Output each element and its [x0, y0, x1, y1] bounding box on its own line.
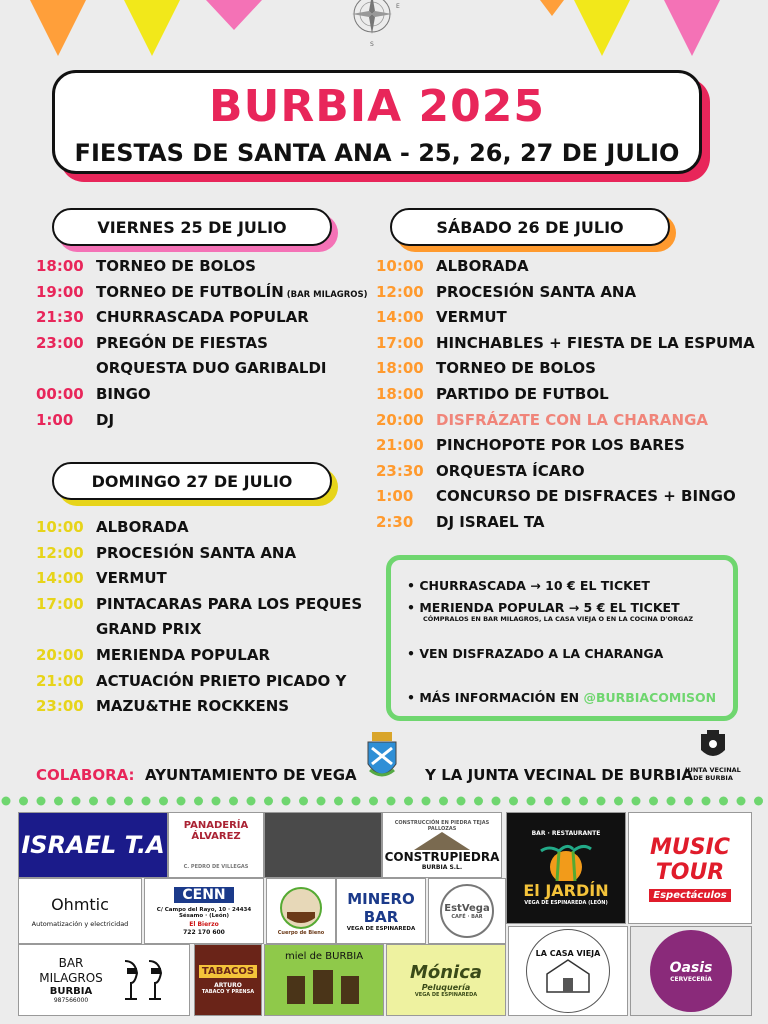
- divider-dot: [562, 797, 571, 806]
- title-box: [52, 70, 702, 174]
- schedule-item: [376, 257, 756, 283]
- junta-label: JUNTA VECINAL DE BURBIA: [685, 766, 741, 782]
- schedule-item: [376, 436, 756, 462]
- schedule-time: 21:00: [376, 436, 424, 455]
- compass-icon: [340, 0, 404, 50]
- schedule-item: [36, 595, 376, 621]
- compass-letter-e: E: [396, 3, 400, 10]
- sponsor-construpiedra-sub: BURBIA S.L.: [421, 863, 463, 871]
- schedule-item: [376, 411, 756, 437]
- schedule-time: 14:00: [376, 308, 424, 327]
- divider-dot: [247, 797, 256, 806]
- schedule-event: PROCESIÓN SANTA ANA: [96, 543, 297, 562]
- schedule-item: [36, 283, 376, 309]
- info-merienda-note: CÓMPRALOS EN BAR MILAGROS, LA CASA VIEJA O EN LA COCINA D'ORGAZ: [423, 615, 694, 623]
- sponsor-oasis-sub: CERVECERÍA: [670, 975, 712, 983]
- sponsor-minero-bar: [336, 878, 426, 944]
- schedule-time: 21:30: [36, 308, 84, 327]
- schedule-item: [36, 359, 376, 385]
- schedule-event: ORQUESTA ÍCARO: [436, 461, 585, 480]
- bunting-flag: [206, 0, 262, 30]
- divider-dot: [194, 797, 203, 806]
- divider-dot: [72, 797, 81, 806]
- sponsor-cenn-name: CENN: [174, 887, 233, 903]
- sponsor-ohmtic-sub: Automatización y electricidad: [31, 919, 129, 928]
- junta-vecinal-logo: [682, 728, 744, 790]
- info-merienda: • MERIENDA POPULAR → 5 € EL TICKET: [407, 600, 680, 615]
- schedule-event: CONCURSO DE DISFRACES + BINGO: [436, 487, 736, 506]
- divider-dot: [37, 797, 46, 806]
- info-churrascada: • CHURRASCADA → 10 € EL TICKET: [407, 578, 650, 593]
- junta-shield-icon: [693, 728, 733, 764]
- schedule-time: 1:00: [376, 487, 414, 506]
- sponsor-israel-ta-name: ISRAEL T.A: [21, 831, 165, 859]
- schedule-event: TORNEO DE BOLOS: [96, 257, 256, 275]
- sponsor-music-tour: [628, 812, 752, 924]
- schedule-event: DJ ISRAEL TA: [436, 512, 545, 531]
- schedule-event: MAZU&THE ROCKKENS: [96, 697, 290, 716]
- schedule-time: 17:00: [36, 594, 84, 613]
- schedule-sabado: [376, 257, 756, 539]
- sponsor-miel-burbia-name: miel de BURBIA: [284, 951, 364, 962]
- divider-dot: [264, 797, 273, 806]
- divider-dot: [492, 797, 501, 806]
- sponsor-bar-milagros: [18, 944, 190, 1016]
- divider-dot: [19, 797, 28, 806]
- compass-letter-s: S: [370, 41, 374, 48]
- sponsor-round-cafe-text: Cuerpo de Bieno: [277, 930, 325, 936]
- sponsor-tabacos-sub2: TABACO Y PRENSA: [201, 989, 255, 995]
- schedule-event: DJ: [96, 410, 115, 429]
- schedule-item: [36, 620, 376, 646]
- page-title: BURBIA 2025: [209, 81, 545, 132]
- divider-dot: [334, 797, 343, 806]
- sponsor-la-casa-vieja: [508, 926, 628, 1016]
- schedule-time: 19:00: [36, 282, 84, 301]
- divider-dot: [212, 797, 221, 806]
- divider-dot: [229, 797, 238, 806]
- schedule-event: ALBORADA: [436, 257, 529, 275]
- divider-dot: [54, 797, 63, 806]
- colabora-label: COLABORA:: [36, 766, 135, 784]
- sponsor-estvega-name: EstVega: [444, 902, 490, 914]
- cafe-badge-icon: [279, 886, 323, 930]
- schedule-item: [36, 518, 376, 544]
- schedule-time: 18:00: [376, 384, 424, 403]
- sponsor-israel-ta: [18, 812, 168, 878]
- divider-dot: [579, 797, 588, 806]
- info-mas-label: • MÁS INFORMACIÓN EN: [407, 690, 584, 705]
- sponsor-ohmtic: [18, 878, 142, 944]
- schedule-item: [376, 283, 756, 309]
- divider-dot: [439, 797, 448, 806]
- schedule-item: [376, 334, 756, 360]
- bunting-flag: [664, 0, 720, 56]
- schedule-event: CHURRASCADA POPULAR: [96, 308, 309, 327]
- schedule-time: 14:00: [36, 569, 84, 588]
- sponsors-grid: [18, 812, 752, 1016]
- sponsor-cenn-region: El Bierzo: [189, 920, 219, 928]
- sponsor-estvega: [428, 878, 506, 944]
- divider-dot: [632, 797, 641, 806]
- divider-dot: [474, 797, 483, 806]
- schedule-item: [376, 513, 756, 539]
- bunting-flag: [540, 0, 564, 16]
- divider-dot: [387, 797, 396, 806]
- divider-dot: [369, 797, 378, 806]
- schedule-time: 10:00: [376, 257, 424, 275]
- sponsor-construpiedra-name: CONSTRUPIEDRA: [384, 849, 500, 864]
- sponsor-cenn-phone: 722 170 600: [183, 928, 225, 936]
- sponsor-el-jardin-sub: VEGA DE ESPINAREDA (LEÓN): [524, 900, 608, 906]
- sponsor-panaderia: [168, 812, 264, 878]
- divider-dot: [702, 797, 711, 806]
- schedule-event: VERMUT: [436, 308, 507, 327]
- divider-dot: [317, 797, 326, 806]
- palm-tree-icon: [531, 837, 601, 881]
- divider-dot: [614, 797, 623, 806]
- divider-dot: [737, 797, 746, 806]
- divider-dot: [422, 797, 431, 806]
- sponsor-bar-milagros-phone: 987566000: [53, 997, 89, 1004]
- schedule-event: PREGÓN DE FIESTAS: [96, 333, 268, 352]
- divider-dot: [89, 797, 98, 806]
- day-label-sabado: SÁBADO 26 DE JULIO: [390, 208, 670, 246]
- divider-dot: [2, 797, 11, 806]
- instagram-handle-link[interactable]: @BURBIACOMISON: [583, 690, 717, 705]
- sponsor-la-casa-vieja-name: LA CASA VIEJA: [535, 948, 601, 958]
- schedule-item: [36, 544, 376, 570]
- divider-dot: [107, 797, 116, 806]
- schedule-item: [376, 308, 756, 334]
- schedule-event: TORNEO DE FUTBOLÍN (BAR MILAGROS): [96, 282, 368, 301]
- divider-dot: [754, 797, 763, 806]
- sponsor-minero-bar-name: MINERO BAR: [347, 890, 415, 926]
- schedule-time: 20:00: [376, 410, 424, 429]
- colabora-junta: Y LA JUNTA VECINAL DE BURBIA: [425, 766, 693, 784]
- crest-icon: [362, 730, 402, 786]
- schedule-event: GRAND PRIX: [96, 620, 202, 639]
- schedule-item: [36, 646, 376, 672]
- sponsor-el-jardin: [506, 812, 626, 924]
- house-icon: [543, 958, 593, 994]
- schedule-event: ACTUACIÓN PRIETO PICADO Y: [96, 671, 347, 690]
- dotted-divider: [0, 796, 768, 806]
- schedule-item: [36, 411, 376, 437]
- schedule-viernes: [36, 257, 376, 436]
- schedule-event: ORQUESTA DUO GARIBALDI: [96, 359, 327, 378]
- day-label-viernes: VIERNES 25 DE JULIO: [52, 208, 332, 246]
- sponsor-music-tour-name: MUSIC TOUR: [650, 834, 730, 885]
- sponsor-dark-logo: [264, 812, 382, 878]
- schedule-time: 2:30: [376, 512, 414, 531]
- sponsor-estvega-sub: CAFÉ · BAR: [451, 913, 483, 920]
- sponsor-construpiedra: [382, 812, 502, 878]
- sponsor-monica-sub2: VEGA DE ESPINAREDA: [414, 992, 478, 998]
- info-mas: [407, 690, 716, 705]
- schedule-event: DISFRÁZATE CON LA CHARANGA: [436, 410, 708, 429]
- wine-glasses-icon: [115, 955, 175, 1005]
- bunting-flag: [124, 0, 180, 56]
- divider-dot: [299, 797, 308, 806]
- divider-dot: [124, 797, 133, 806]
- schedule-event: PINTACARAS PARA LOS PEQUES: [96, 594, 363, 613]
- divider-dot: [684, 797, 693, 806]
- schedule-time: 12:00: [376, 282, 424, 301]
- divider-dot: [667, 797, 676, 806]
- sponsor-el-jardin-top: BAR · RESTAURANTE: [531, 830, 601, 837]
- divider-dot: [597, 797, 606, 806]
- beehives-icon: [279, 962, 369, 1006]
- schedule-event: PARTIDO DE FUTBOL: [436, 384, 609, 403]
- schedule-event: PROCESIÓN SANTA ANA: [436, 282, 637, 301]
- schedule-item: [36, 385, 376, 411]
- schedule-event: HINCHABLES + FIESTA DE LA ESPUMA: [436, 333, 755, 352]
- schedule-event: ALBORADA: [96, 518, 189, 536]
- schedule-event: PINCHOPOTE POR LOS BARES: [436, 436, 685, 455]
- divider-dot: [352, 797, 361, 806]
- schedule-note: (BAR MILAGROS): [283, 289, 368, 300]
- divider-dot: [527, 797, 536, 806]
- sponsor-bar-milagros-name: BAR MILAGROS: [39, 956, 103, 985]
- schedule-time: 21:00: [36, 671, 84, 690]
- schedule-time: 00:00: [36, 384, 84, 403]
- page-subtitle: FIESTAS DE SANTA ANA - 25, 26, 27 DE JULIO: [74, 139, 680, 167]
- schedule-item: [36, 672, 376, 698]
- sponsor-round-cafe: [266, 878, 336, 944]
- schedule-time: 18:00: [36, 257, 84, 275]
- divider-dot: [544, 797, 553, 806]
- bunting-flag: [30, 0, 86, 56]
- schedule-time: 10:00: [36, 518, 84, 536]
- divider-dot: [509, 797, 518, 806]
- divider-dot: [159, 797, 168, 806]
- schedule-time: 23:00: [36, 333, 84, 352]
- sponsor-ohmtic-name: Ohmtic: [51, 894, 109, 914]
- divider-dot: [142, 797, 151, 806]
- sponsor-panaderia-name: PANADERÍA ÁLVAREZ: [183, 820, 249, 842]
- sponsor-tabacos-sub: ARTURO: [214, 982, 242, 989]
- sponsor-tabacos-name: TABACOS: [199, 965, 257, 978]
- schedule-item: [376, 359, 756, 385]
- sponsor-music-tour-sub: Espectáculos: [649, 889, 730, 902]
- divider-dot: [649, 797, 658, 806]
- schedule-time: 12:00: [36, 543, 84, 562]
- schedule-time: 23:00: [36, 697, 84, 716]
- sponsor-cenn: [144, 878, 264, 944]
- bunting-flag: [574, 0, 630, 56]
- schedule-event: BINGO: [96, 384, 151, 403]
- sponsor-minero-bar-sub: VEGA DE ESPINAREDA: [346, 926, 416, 932]
- divider-dot: [282, 797, 291, 806]
- schedule-item: [36, 308, 376, 334]
- schedule-item: [36, 257, 376, 283]
- sponsor-cenn-address: C/ Campo del Rayo, 10 · 24434 Sésamo · (León): [156, 906, 252, 919]
- sponsor-monica: [386, 944, 506, 1016]
- schedule-event: TORNEO DE BOLOS: [436, 359, 596, 378]
- divider-dot: [719, 797, 728, 806]
- schedule-event: MERIENDA POPULAR: [96, 645, 271, 664]
- sponsor-oasis-name: Oasis: [669, 959, 713, 976]
- divider-dot: [177, 797, 186, 806]
- sponsor-panaderia-sub: C. PEDRO DE VILLEGAS: [183, 864, 249, 870]
- schedule-item: [36, 569, 376, 595]
- colabora-ayuntamiento: AYUNTAMIENTO DE VEGA: [145, 766, 357, 784]
- schedule-time: 18:00: [376, 359, 424, 378]
- schedule-item: [376, 385, 756, 411]
- schedule-item: [36, 334, 376, 360]
- divider-dot: [457, 797, 466, 806]
- sponsor-el-jardin-name: El JARDÍN: [523, 881, 609, 900]
- schedule-item: [36, 697, 376, 723]
- construpiedra-roof-icon: [412, 832, 472, 850]
- schedule-time: 20:00: [36, 645, 84, 664]
- schedule-item: [376, 487, 756, 513]
- divider-dot: [404, 797, 413, 806]
- schedule-domingo: [36, 518, 376, 723]
- sponsor-construpiedra-top: CONSTRUCCIÓN EN PIEDRA TEJAS PALLOZAS: [394, 819, 490, 832]
- info-disfraz: • VEN DISFRAZADO A LA CHARANGA: [407, 646, 664, 661]
- sponsor-tabacos: [194, 944, 262, 1016]
- schedule-time: 17:00: [376, 333, 424, 352]
- day-label-domingo: DOMINGO 27 DE JULIO: [52, 462, 332, 500]
- sponsor-oasis: [630, 926, 752, 1016]
- schedule-time: 23:30: [376, 461, 424, 480]
- info-box: [386, 555, 738, 721]
- sponsor-monica-name: Mónica: [409, 962, 483, 983]
- schedule-event: VERMUT: [96, 569, 167, 588]
- schedule-time: 1:00: [36, 410, 74, 429]
- sponsor-monica-sub: Peluquería: [421, 983, 471, 992]
- sponsor-bar-milagros-sub: BURBIA: [49, 986, 93, 997]
- schedule-item: [376, 462, 756, 488]
- sponsor-miel-burbia: [264, 944, 384, 1016]
